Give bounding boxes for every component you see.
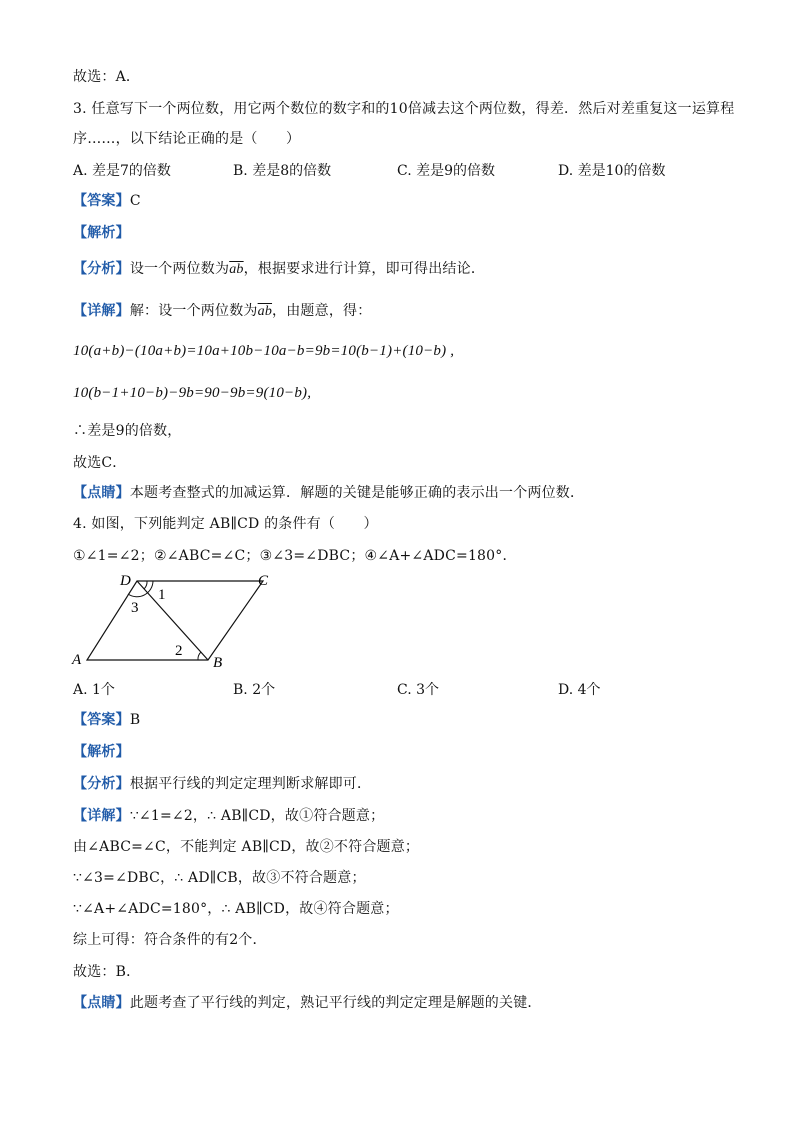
answer-value: C — [129, 193, 141, 209]
equation-1: 10(a+b)−(10a+b)=10a+10b−10a−b=9b=10(b−1)+(10−b) , — [73, 343, 455, 359]
detail-step-2: 由∠ABC=∠C，不能判定 AB∥CD，故②不符合题意； — [73, 839, 420, 855]
answer-value: B — [129, 712, 141, 728]
answer-line-2 — [73, 710, 140, 730]
detail-tag: 【详解】 — [73, 303, 130, 319]
comment-tag: 【点睛】 — [73, 995, 130, 1011]
q3-option-c: C. 差是9的倍数 — [397, 163, 496, 179]
q3-option-b: B. 差是8的倍数 — [233, 163, 332, 179]
answer-tag: 【答案】 — [73, 193, 130, 209]
angle-arc-1 — [144, 581, 147, 589]
detail-line — [73, 301, 371, 322]
choice-line: 故选C． — [73, 455, 127, 471]
analysis-tag: 【解析】 — [73, 744, 130, 760]
q3-option-d: D. 差是10的倍数 — [558, 163, 666, 179]
analysis-heading — [73, 223, 130, 243]
detail-step-4: ∵∠A+∠ADC=180°，∴ AB∥CD，故④符合题意； — [73, 901, 399, 917]
conclusion-line: ∴差是9的倍数， — [73, 423, 182, 439]
angle-label-1: 1 — [158, 587, 166, 603]
question-4-conditions: ①∠1=∠2；②∠ABC=∠C；③∠3=∠DBC；④∠A+∠ADC=180°． — [73, 548, 517, 564]
angle-arc-2 — [198, 652, 201, 660]
question-3-text: 3. 任意写下一个两位数，用它两个数位的数字和的10倍减去这个两位数，得差．然后对差重复这一运算程 — [73, 101, 735, 117]
q4-option-c: C. 3个 — [397, 682, 440, 698]
question-3-text-cont: 序……，以下结论正确的是（ ） — [73, 131, 301, 147]
analysis-line — [73, 259, 485, 280]
q4-option-a: A. 1个 — [73, 682, 115, 698]
comment-line — [73, 483, 584, 503]
question-4-text: 4. 如图，下列能判定 AB∥CD 的条件有（ ） — [73, 516, 378, 532]
angle-label-2: 2 — [175, 643, 183, 659]
overline-ab: $\overline{ab}$ — [257, 304, 273, 319]
answer-line — [73, 191, 141, 211]
detail-line-2 — [73, 806, 384, 826]
label-a: A — [72, 652, 82, 668]
comment-tag: 【点睛】 — [73, 485, 130, 501]
detail-text-b: ，由题意，得： — [272, 303, 372, 319]
summary-line: 综上可得：符合条件的有2个． — [73, 932, 267, 948]
q4-option-d: D. 4个 — [558, 682, 601, 698]
detail-tag: 【详解】 — [73, 808, 130, 824]
comment-line-2 — [73, 993, 542, 1013]
analysis-tag: 【解析】 — [73, 225, 130, 241]
comment-text: 本题考查整式的加减运算．解题的关键是能够正确的表示出一个两位数． — [129, 485, 585, 501]
detail-step-3: ∵∠3=∠DBC，∴ AD∥CB，故③不符合题意； — [73, 870, 366, 886]
analysis-heading-2 — [73, 742, 130, 762]
answer-tag: 【答案】 — [73, 712, 130, 728]
equation-2: 10(b−1+10−b)−9b=90−9b=9(10−b), — [73, 385, 312, 401]
angle-label-3: 3 — [131, 600, 139, 616]
choice-line-2: 故选：B． — [73, 964, 141, 980]
analysis-line-2 — [73, 774, 371, 794]
overline-ab: $\overline{ab}$ — [229, 262, 244, 277]
comment-text: 此题考查了平行线的判定，熟记平行线的判定定理是解题的关键． — [129, 995, 542, 1011]
q3-option-a: A. 差是7的倍数 — [73, 163, 171, 179]
detail-text: ∵∠1=∠2，∴ AB∥CD，故①符合题意； — [129, 808, 385, 824]
analysis-text-b: ，根据要求进行计算，即可得出结论． — [243, 261, 486, 277]
analysis-sub-tag: 【分析】 — [73, 776, 130, 792]
parallelogram-figure — [60, 566, 290, 676]
label-c: C — [258, 573, 269, 589]
label-b: B — [213, 655, 223, 671]
analysis-sub-tag: 【分析】 — [73, 261, 130, 277]
analysis-text: 根据平行线的判定定理判断求解即可． — [129, 776, 372, 792]
analysis-text-a: 设一个两位数为 — [129, 261, 230, 277]
q4-option-b: B. 2个 — [233, 682, 276, 698]
label-d: D — [120, 573, 131, 589]
text-line: 故选：A． — [73, 69, 141, 85]
detail-text-a: 解：设一个两位数为 — [129, 303, 258, 319]
